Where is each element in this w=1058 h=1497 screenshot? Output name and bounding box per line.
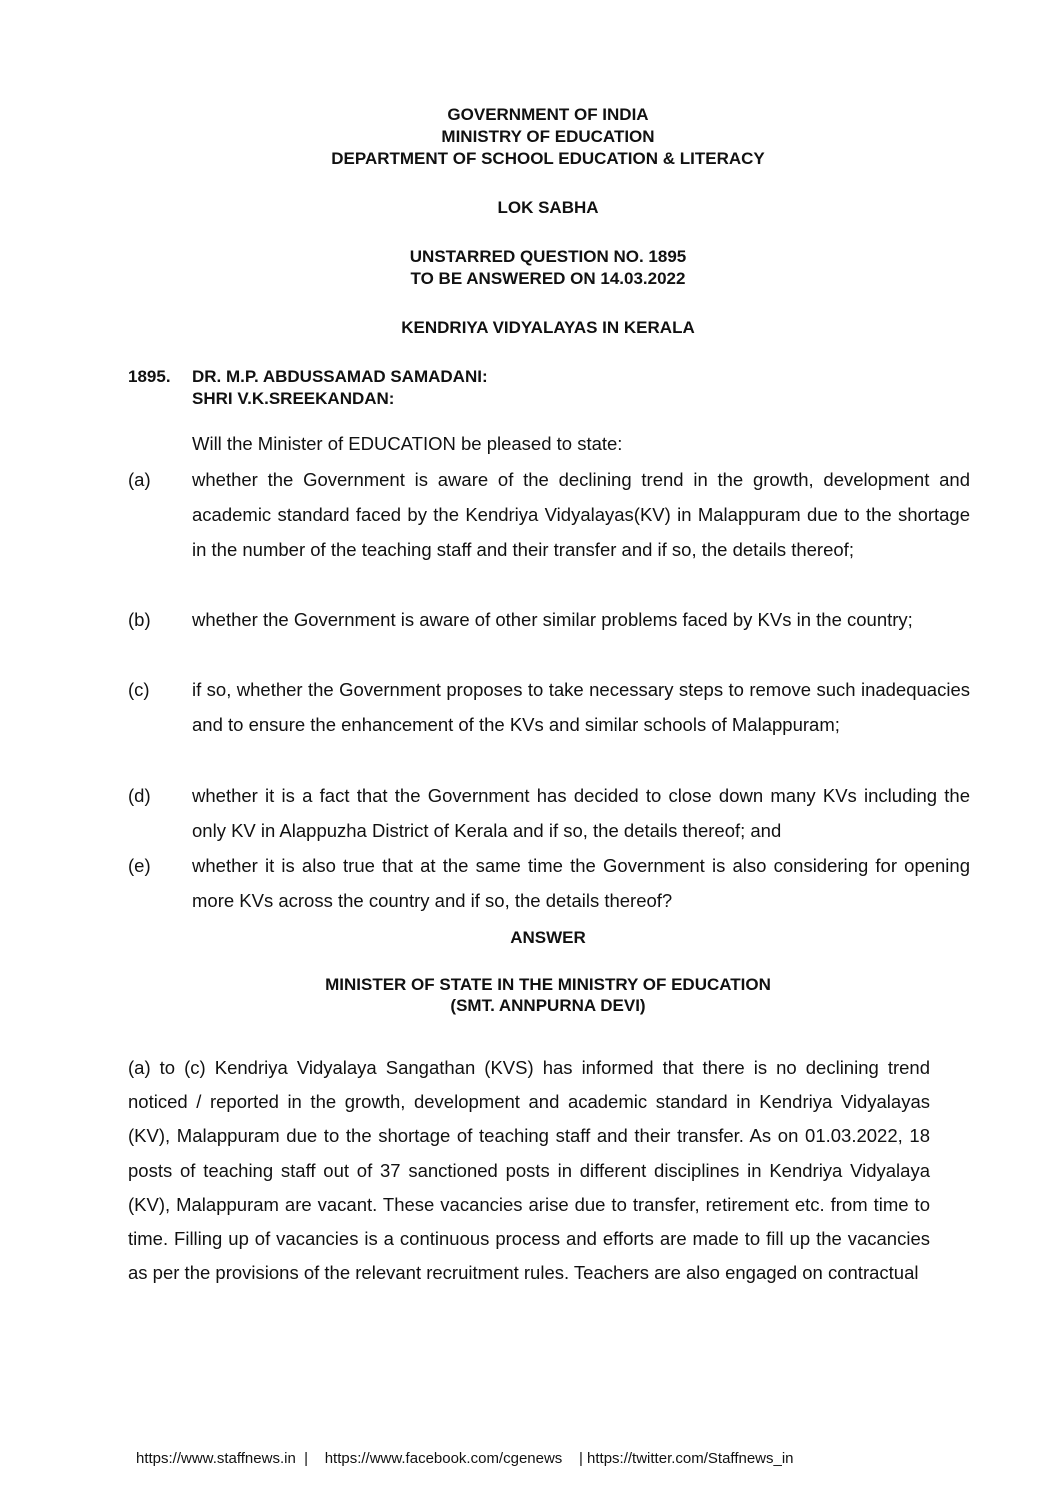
footer-links: https://www.staffnews.in | https://www.facebook.com/cgenews | https://twitter.com/Staffnews_in (136, 1450, 794, 1467)
header-ministry: MINISTRY OF EDUCATION (441, 127, 655, 146)
item-label: (a) (128, 469, 151, 490)
item-text: whether it is also true that at the same time the Government is also considering for opening more KVs across the country and if so, the details thereof? (192, 855, 970, 912)
item-text: if so, whether the Government proposes to take necessary steps to remove such inadequacies and to ensure the enhancement of the KVs and similar schools of Malappuram; (192, 679, 970, 736)
question-item-a (128, 462, 970, 568)
question-item-b (128, 602, 970, 637)
question-no: 1895. (128, 367, 171, 386)
minister-name: (SMT. ANNPURNA DEVI) (450, 996, 646, 1015)
answer-date: TO BE ANSWERED ON 14.03.2022 (410, 269, 686, 288)
item-text: whether the Government is aware of other similar problems faced by KVs in the country; (192, 609, 913, 630)
house-name: LOK SABHA (497, 198, 599, 217)
item-text: whether the Government is aware of the declining trend in the growth, development and academic standard faced by the Kendriya Vidyalayas(KV) in Malappuram due to the shortage in the number of the teaching staff and their transfer and if so, the details thereof; (192, 469, 970, 561)
subject-title: KENDRIYA VIDYALAYAS IN KERALA (401, 318, 695, 337)
question-item-d (128, 778, 970, 848)
member-1: DR. M.P. ABDUSSAMAD SAMADANI: (192, 367, 488, 386)
item-text: whether it is a fact that the Government has decided to close down many KVs including the only KV in Alappuzha District of Kerala and if so, the details thereof; and (192, 785, 970, 842)
header-government: GOVERNMENT OF INDIA (447, 105, 649, 124)
answer-text: (a) to (c) Kendriya Vidyalaya Sangathan (KVS) has informed that there is no declining trend noticed / reported in the growth, development and academic standard in Kendriya Vidyalayas (KV), Malappuram due to the shortage of teaching staff and their transfer. As on 01.03.2022, 18 posts of teaching staff out of 37 sanctioned posts in different disciplines in Kendriya Vidyalaya (KV), Malappuram are vacant. These vacancies arise due to transfer, retirement etc. from time to time. Filling up of vacancies is a continuous process and efforts are made to fill up the vacancies as per the provisions of the relevant recruitment rules. Teachers are also engaged on contractual (128, 1057, 930, 1284)
answer-heading: ANSWER (510, 928, 586, 947)
question-item-c (128, 672, 970, 742)
intro-text: Will the Minister of EDUCATION be pleased to state: (192, 433, 623, 454)
item-label: (d) (128, 785, 151, 806)
minister-title: MINISTER OF STATE IN THE MINISTRY OF EDUCATION (325, 975, 771, 994)
item-label: (e) (128, 855, 151, 876)
question-item-e (128, 848, 970, 918)
question-intro (128, 426, 970, 461)
question-number: UNSTARRED QUESTION NO. 1895 (409, 247, 687, 266)
header-department: DEPARTMENT OF SCHOOL EDUCATION & LITERACY (331, 149, 765, 168)
member-2: SHRI V.K.SREEKANDAN: (192, 389, 395, 408)
item-label: (b) (128, 609, 151, 630)
item-label: (c) (128, 679, 150, 700)
